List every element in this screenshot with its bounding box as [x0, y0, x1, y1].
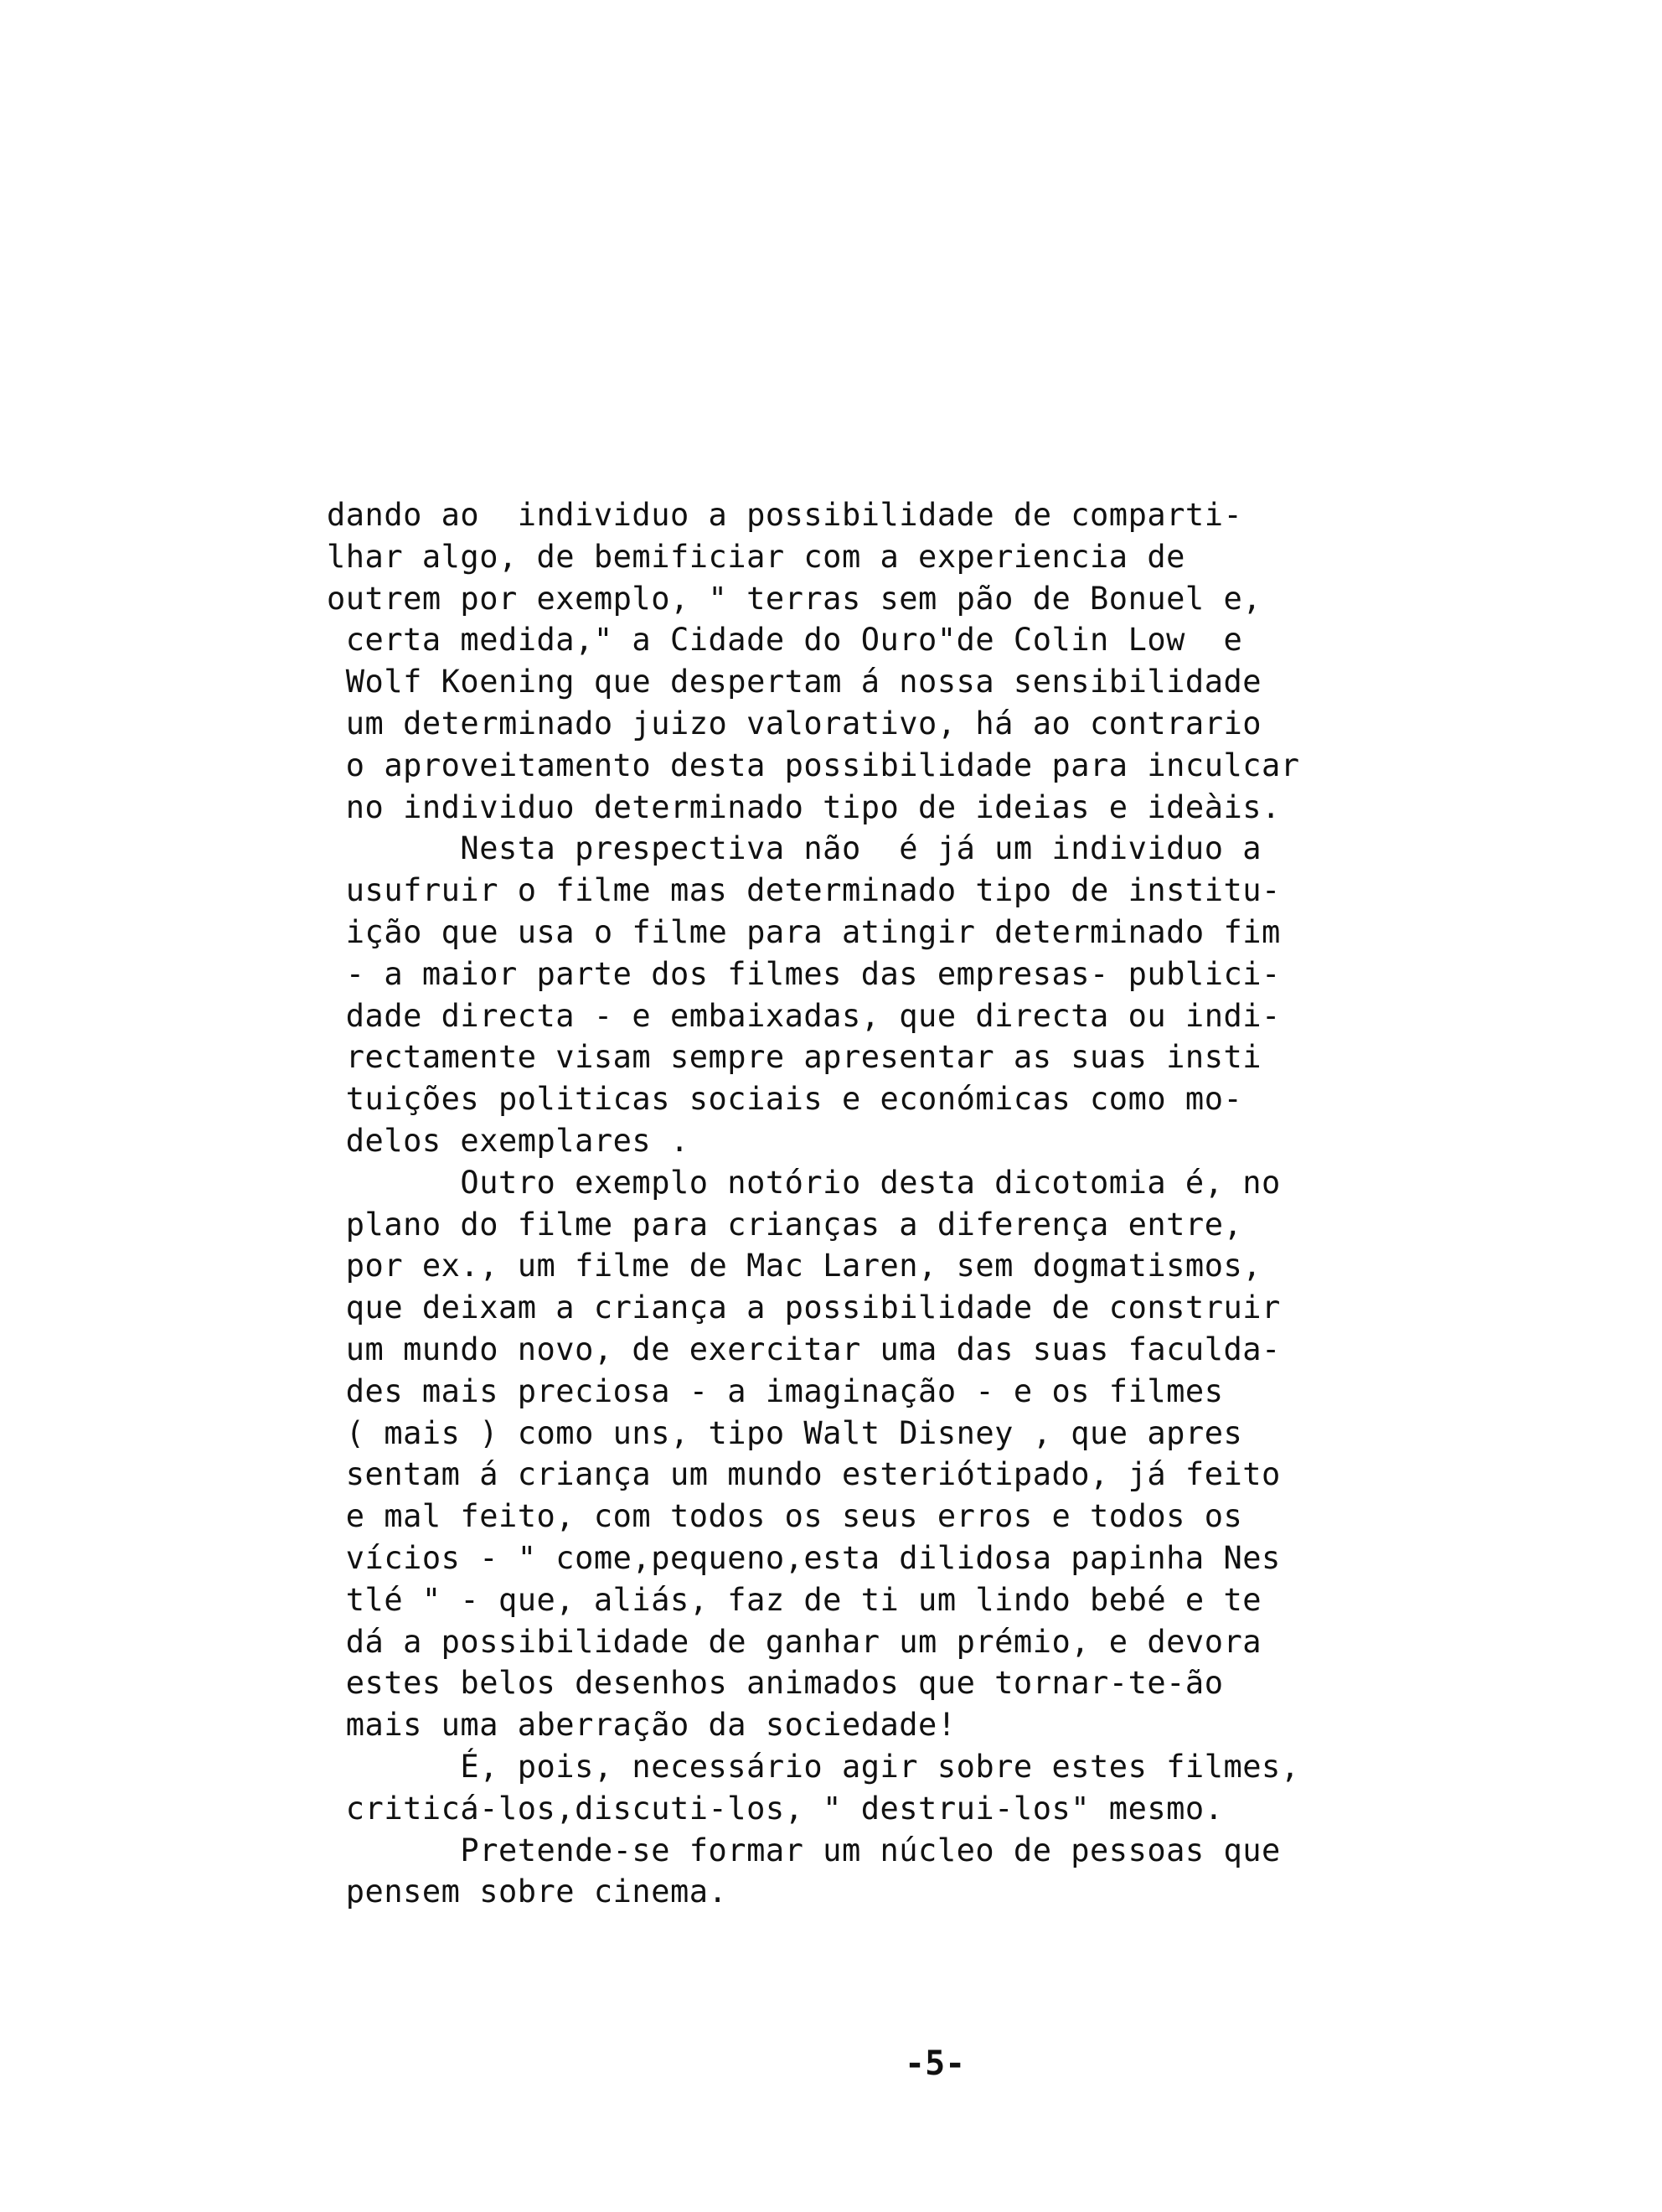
text-line: criticá-los,discuti-los, " destrui-los" mesmo.: [327, 1790, 1224, 1827]
text-line: um mundo novo, de exercitar uma das suas faculda-: [327, 1331, 1281, 1367]
text-line: o aproveitamento desta possibilidade para inculcar: [327, 747, 1300, 783]
text-line: ição que usa o filme para atingir determinado fim: [327, 913, 1281, 950]
page-number: -5-: [905, 2044, 966, 2083]
text-line: Outro exemplo notório desta dicotomia é, no: [327, 1164, 1281, 1201]
text-line: vícios - " come,pequeno,esta dilidosa papinha Nes: [327, 1539, 1281, 1576]
text-line: - a maior parte dos filmes das empresas- publici-: [327, 955, 1281, 992]
text-line: e mal feito, com todos os seus erros e todos os: [327, 1498, 1243, 1535]
text-line: lhar algo, de bemificiar com a experiencia de: [327, 538, 1185, 575]
text-line: Wolf Koening que despertam á nossa sensibilidade: [327, 664, 1262, 700]
text-line: tuições politicas sociais e económicas como mo-: [327, 1081, 1243, 1118]
text-line: dá a possibilidade de ganhar um prémio, e devora: [327, 1623, 1262, 1660]
text-line: dando ao individuo a possibilidade de comparti-: [327, 497, 1243, 533]
text-line: tlé " - que, aliás, faz de ti um lindo bebé e te: [327, 1581, 1262, 1618]
text-line: plano do filme para crianças a diferença entre,: [327, 1206, 1243, 1243]
text-line: delos exemplares .: [327, 1122, 689, 1159]
text-line: que deixam a criança a possibilidade de construir: [327, 1289, 1281, 1326]
text-line: rectamente visam sempre apresentar as suas insti: [327, 1039, 1262, 1076]
text-line: dade directa - e embaixadas, que directa ou indi-: [327, 997, 1281, 1034]
text-line: no individuo determinado tipo de ideias e ideàis.: [327, 788, 1281, 825]
text-line: mais uma aberração da sociedade!: [327, 1707, 957, 1744]
text-line: por ex., um filme de Mac Laren, sem dogmatismos,: [327, 1248, 1262, 1284]
text-line: sentam á criança um mundo esteriótipado, já feito: [327, 1456, 1281, 1493]
text-line: estes belos desenhos animados que tornar-te-ão: [327, 1665, 1224, 1702]
text-line: des mais preciosa - a imaginação - e os filmes: [327, 1372, 1224, 1409]
text-line: um determinado juizo valorativo, há ao contrario: [327, 705, 1262, 742]
text-line: outrem por exemplo, " terras sem pão de Bonuel e,: [327, 580, 1262, 617]
text-line: Nesta prespectiva não é já um individuo a: [327, 830, 1262, 867]
text-line: ( mais ) como uns, tipo Walt Disney , que apres: [327, 1414, 1243, 1451]
text-line: É, pois, necessário agir sobre estes filmes,: [327, 1748, 1300, 1785]
text-line: Pretende-se formar um núcleo de pessoas que: [327, 1832, 1281, 1868]
text-line: certa medida," a Cidade do Ouro"de Colin Low e: [327, 622, 1243, 659]
text-line: pensem sobre cinema.: [327, 1873, 728, 1910]
text-line: usufruir o filme mas determinado tipo de institu-: [327, 872, 1281, 909]
body-text: [327, 494, 1516, 1913]
